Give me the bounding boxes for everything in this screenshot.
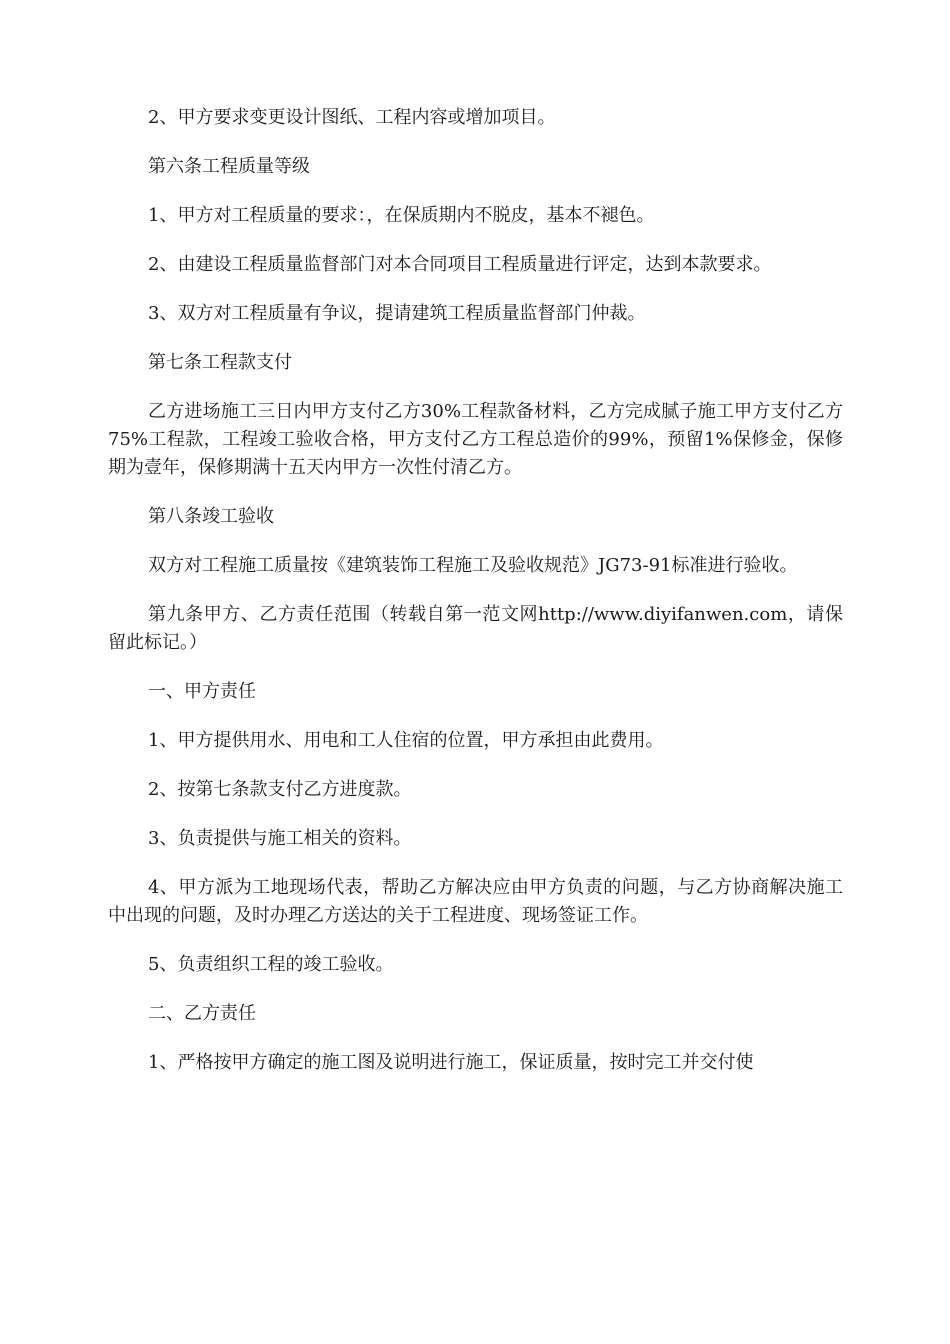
paragraph-party-a-duty-3: 3、负责提供与施工相关的资料。 bbox=[148, 828, 412, 849]
paragraph-party-a-duty-4: 4、甲方派为工地现场代表，帮助乙方解决应由甲方负责的问题，与乙方协商解决施工中出现的问题，及时办理乙方送达的关于工程进度、现场签证工作。 bbox=[108, 877, 843, 926]
paragraph-quality-requirement: 1、甲方对工程质量的要求：，在保质期内不脱皮，基本不褪色。 bbox=[148, 205, 655, 226]
heading-party-a-duties: 一、甲方责任 bbox=[148, 681, 256, 702]
paragraph-party-b-duty-1: 1、严格按甲方确定的施工图及说明进行施工，保证质量，按时完工并交付使 bbox=[148, 1052, 754, 1073]
document-body bbox=[108, 104, 843, 1098]
heading-article-8: 第八条竣工验收 bbox=[148, 506, 274, 527]
paragraph-quality-evaluation: 2、由建设工程质量监督部门对本合同项目工程质量进行评定，达到本款要求。 bbox=[148, 254, 772, 275]
paragraph-quality-dispute: 3、双方对工程质量有争议，提请建筑工程质量监督部门仲裁。 bbox=[148, 303, 646, 324]
paragraph-party-a-duty-5: 5、负责组织工程的竣工验收。 bbox=[148, 954, 394, 975]
paragraph-payment-terms: 乙方进场施工三日内甲方支付乙方30%工程款备材料，乙方完成腻子施工甲方支付乙方75%工程款，工程竣工验收合格，甲方支付乙方工程总造价的99%，预留1%保修金，保修期为壹年，保修期满十五天内甲方一次性付清乙方。 bbox=[108, 401, 843, 478]
paragraph-acceptance-standard: 双方对工程施工质量按《建筑装饰工程施工及验收规范》JG73-91标准进行验收。 bbox=[148, 555, 798, 576]
paragraph-change-request: 2、甲方要求变更设计图纸、工程内容或增加项目。 bbox=[148, 107, 556, 128]
heading-article-7: 第七条工程款支付 bbox=[148, 352, 292, 373]
heading-article-6: 第六条工程质量等级 bbox=[148, 156, 310, 177]
heading-party-b-duties: 二、乙方责任 bbox=[148, 1003, 256, 1024]
paragraph-party-a-duty-1: 1、甲方提供用水、用电和工人住宿的位置，甲方承担由此费用。 bbox=[148, 730, 664, 751]
heading-article-9: 第九条甲方、乙方责任范围（转载自第一范文网http://www.diyifanwen.com，请保留此标记。） bbox=[108, 604, 843, 653]
paragraph-party-a-duty-2: 2、按第七条款支付乙方进度款。 bbox=[148, 779, 412, 800]
